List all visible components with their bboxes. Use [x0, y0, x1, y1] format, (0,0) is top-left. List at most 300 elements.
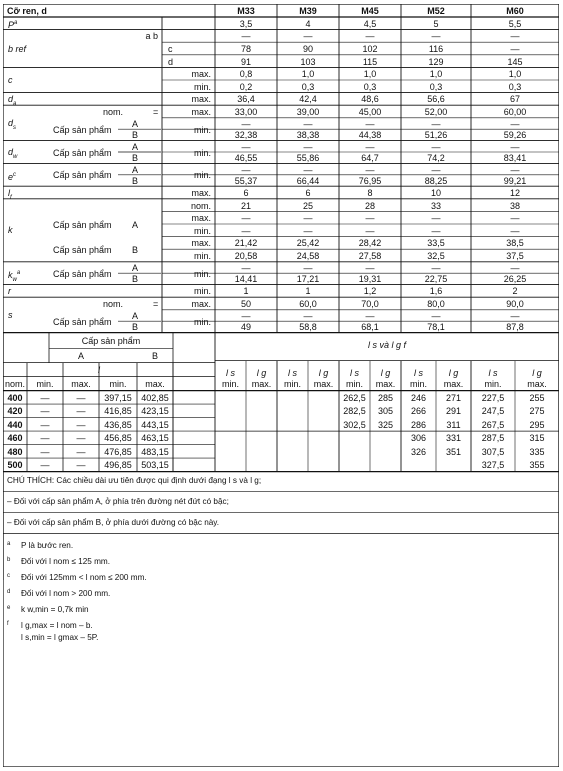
ls-min-head: min.	[409, 378, 428, 389]
row-val: 246	[410, 392, 427, 403]
row-b-max: 463,15	[141, 433, 169, 444]
max-label: max.	[191, 299, 211, 309]
value-lf_max: 12	[509, 188, 521, 198]
min-label: min.	[193, 124, 211, 135]
nom-label: nom.	[190, 200, 211, 211]
equals-sign: =	[153, 299, 159, 309]
lg-max-head: max.	[313, 378, 334, 389]
footnote-text: P là bước ren.	[21, 541, 74, 551]
value-e_A: —	[510, 164, 520, 175]
value-b_d: 129	[428, 56, 444, 67]
value-k_A_min: —	[510, 225, 520, 236]
footnote-b	[7, 555, 110, 568]
value-k_nom: 21	[240, 200, 252, 211]
value-k_B_max: 25,42	[296, 238, 320, 249]
value-kw_A: —	[365, 263, 375, 273]
footnote-d	[7, 587, 110, 600]
value-b_d: 115	[362, 56, 378, 67]
value-e_B: 66,44	[296, 176, 320, 186]
value-k_A_min: —	[431, 225, 441, 236]
value-kw_A: —	[241, 263, 251, 273]
lg-max-head: max.	[443, 378, 464, 389]
value-s_A: —	[510, 311, 520, 321]
row-a-min: —	[40, 406, 50, 417]
ls-min-head: min.	[345, 378, 364, 389]
footnote-text: l g,max = l nom – b.	[21, 621, 93, 631]
value-s_nom: 60,0	[299, 299, 317, 309]
value-da_max: 48,6	[361, 94, 379, 105]
footnote-text: Đối với l nom ≤ 125 mm.	[21, 557, 111, 567]
value-kw_B: 17,21	[296, 274, 320, 285]
grade-a-label: A	[131, 263, 139, 273]
row-a-max: —	[76, 433, 86, 444]
row-val: 325	[377, 419, 394, 430]
value-c_min: 0,3	[508, 81, 522, 92]
symbol-b_ref: b ref	[8, 43, 27, 54]
row-val: 227,5	[481, 392, 505, 403]
value-k_A_min: —	[303, 225, 313, 236]
value-b_ab: —	[510, 31, 520, 42]
ls-head: l s	[488, 367, 498, 378]
value-r_min: 1	[243, 286, 249, 297]
size-M33: M33	[237, 6, 255, 16]
row-val: 306	[410, 433, 427, 444]
length-grade-a: A	[77, 350, 85, 361]
size-M60: M60	[506, 6, 524, 16]
product-grade-label: Cấp sản phẩm	[53, 316, 112, 327]
value-s_B: 68,1	[361, 322, 379, 333]
product-grade-label: Cấp sản phẩm	[53, 268, 112, 279]
length-l-symbol: l	[98, 364, 100, 375]
value-da_max: 67	[509, 94, 521, 105]
value-b_ab: —	[431, 31, 441, 42]
ls-min-head: min.	[283, 378, 302, 389]
value-k_nom: 38	[509, 200, 521, 211]
value-k_A_max: —	[365, 213, 375, 224]
value-s_B: 58,8	[299, 322, 317, 333]
row-val: 305	[377, 406, 394, 417]
footnote-mark: d	[7, 588, 11, 595]
row-val: 282,5	[343, 406, 366, 417]
row-nom-420: 420	[7, 406, 23, 417]
value-ds_nom: 60,00	[503, 107, 527, 117]
nom-label: nom.	[103, 107, 124, 117]
value-b_c: 116	[428, 44, 444, 54]
value-c_min: 0,3	[301, 81, 315, 92]
footnote-mark: b	[7, 556, 11, 563]
value-k_nom: 33	[430, 200, 442, 211]
grade-b-label: B	[131, 244, 139, 255]
row-val: 287,5	[481, 433, 505, 444]
lg-head: l g	[318, 367, 329, 378]
value-kw_B: 14,41	[234, 274, 258, 285]
lg-max-head: max.	[375, 378, 396, 389]
min-label: min.	[193, 316, 211, 327]
value-e_B: 76,95	[358, 176, 382, 186]
value-k_B_min: 24,58	[296, 251, 320, 261]
value-s_A: —	[241, 311, 251, 321]
value-P: 4,5	[363, 18, 377, 29]
row-val: 291	[445, 406, 462, 417]
row-b-max: 443,15	[141, 419, 169, 430]
length-grade-b: B	[151, 350, 159, 361]
value-ds_B: 59,26	[503, 130, 527, 141]
value-s_nom: 90,0	[506, 299, 524, 309]
row-val: 275	[529, 406, 545, 417]
value-r_min: 2	[512, 286, 518, 297]
symbol-da: $d_a$	[8, 93, 17, 107]
row-nom-440: 440	[7, 419, 23, 430]
value-ds_nom: 52,00	[424, 107, 448, 117]
product-grade-label: Cấp sản phẩm	[53, 147, 112, 158]
max-label: max.	[191, 188, 211, 198]
value-b_c: —	[510, 44, 520, 54]
footnote-e	[7, 603, 89, 616]
length-col-head: min.	[109, 378, 127, 389]
value-dw_B: 55,86	[296, 153, 320, 164]
min-label: min.	[193, 81, 211, 92]
row-val: 326	[410, 446, 427, 457]
row-b-min: 476,85	[104, 446, 132, 457]
value-c_max: 1,0	[301, 69, 315, 80]
ls-head: l s	[288, 367, 297, 378]
nom-label: nom.	[103, 299, 124, 309]
value-s_B: 49	[240, 322, 252, 333]
row-b-max: 483,15	[141, 446, 169, 457]
row-b-min: 496,85	[104, 460, 132, 471]
value-lf_max: 6	[243, 188, 249, 198]
value-k_A_max: —	[510, 213, 520, 224]
min-label: min.	[193, 225, 211, 236]
grade-b-label: B	[131, 176, 139, 186]
row-a-max: —	[76, 419, 86, 430]
symbol-k: k	[8, 225, 13, 236]
row-nom-500: 500	[7, 460, 23, 471]
value-ds_A: —	[303, 119, 313, 129]
value-ds_A: —	[365, 119, 375, 129]
value-dw_A: —	[241, 141, 251, 152]
value-k_B_max: 38,5	[506, 238, 524, 249]
row-a-max: —	[76, 392, 86, 403]
lg-head: l g	[448, 367, 459, 378]
value-r_min: 1,2	[363, 286, 377, 297]
row-val: 271	[445, 392, 462, 403]
symbol-c: c	[8, 75, 13, 85]
row-val: 247,5	[481, 406, 505, 417]
value-b_ab: —	[241, 31, 251, 42]
value-e_A: —	[241, 164, 251, 175]
row-val: 355	[529, 460, 545, 471]
footnote-a	[7, 539, 73, 552]
row-a-max: —	[76, 460, 86, 471]
lg-head: l g	[380, 367, 391, 378]
value-k_B_min: 32,5	[427, 251, 445, 261]
min-label: min.	[193, 286, 211, 297]
value-k_B_min: 37,5	[506, 251, 524, 261]
row-a-min: —	[40, 392, 50, 403]
b-footnote-d: d	[168, 56, 174, 67]
value-r_min: 1	[305, 286, 311, 297]
row-nom-460: 460	[7, 433, 23, 444]
value-e_B: 55,37	[234, 176, 258, 186]
value-kw_A: —	[510, 263, 520, 273]
row-a-min: —	[40, 460, 50, 471]
value-lf_max: 10	[430, 188, 442, 198]
value-dw_B: 46,55	[234, 153, 258, 164]
row-b-max: 503,15	[141, 460, 169, 471]
value-k_A_max: —	[431, 213, 441, 224]
grade-a-label: A	[131, 311, 139, 321]
value-s_A: —	[431, 311, 441, 321]
symbol-ds: $d_s$	[8, 117, 17, 131]
footnote-text: k w,min = 0,7k min	[21, 605, 89, 615]
b-footnote-ab: a b	[145, 31, 158, 42]
row-a-min: —	[40, 446, 50, 457]
value-dw_A: —	[365, 141, 375, 152]
value-k_A_max: —	[241, 213, 251, 224]
value-s_B: 78,1	[427, 322, 445, 333]
footnote-text: l s,min = l gmax – 5P.	[21, 632, 99, 642]
value-c_max: 1,0	[508, 69, 522, 80]
row-val: 267,5	[481, 419, 505, 430]
min-label: min.	[193, 251, 211, 261]
value-ds_A: —	[510, 119, 520, 129]
max-label: max.	[191, 238, 211, 249]
value-c_max: 0,8	[239, 69, 253, 80]
size-M52: M52	[427, 6, 445, 16]
value-k_B_min: 20,58	[234, 251, 258, 261]
symbol-e: $e^c$	[8, 171, 17, 182]
value-k_A_max: —	[303, 213, 313, 224]
row-val: 255	[529, 392, 545, 403]
note-dash-2: – Đối với cấp sản phẩm B, ở phía dưới đường có bậc này.	[7, 517, 220, 527]
value-da_max: 42,4	[299, 94, 317, 105]
footnote-mark: c	[7, 572, 10, 579]
min-label: min.	[193, 268, 211, 279]
value-dw_B: 64,7	[361, 153, 379, 164]
grade-a-label: A	[131, 119, 139, 129]
value-s_A: —	[303, 311, 313, 321]
row-nom-480: 480	[7, 446, 23, 457]
value-ds_nom: 39,00	[296, 107, 320, 117]
row-b-max: 423,15	[141, 406, 169, 417]
row-val: 302,5	[343, 419, 366, 430]
grade-a-label: A	[131, 164, 139, 175]
value-dw_A: —	[431, 141, 441, 152]
row-val: 327,5	[481, 460, 505, 471]
value-ds_B: 51,26	[424, 130, 448, 141]
max-label: max.	[191, 94, 211, 105]
value-b_d: 103	[300, 56, 316, 67]
symbol-s: s	[8, 309, 13, 320]
row-b-min: 416,85	[104, 406, 132, 417]
row-a-max: —	[76, 446, 86, 457]
value-c_max: 1,0	[429, 69, 443, 80]
value-k_B_max: 28,42	[358, 238, 382, 249]
product-grade-label: Cấp sản phẩm	[53, 170, 112, 181]
value-c_max: 1,0	[363, 69, 377, 80]
value-b_ab: —	[365, 31, 375, 42]
size-M45: M45	[361, 6, 379, 16]
value-dw_B: 74,2	[427, 153, 445, 164]
value-s_nom: 80,0	[427, 299, 445, 309]
row-b-min: 436,85	[104, 419, 132, 430]
value-kw_B: 19,31	[358, 274, 382, 285]
value-c_min: 0,3	[363, 81, 377, 92]
footnote-f	[7, 619, 93, 632]
row-b-max: 402,85	[141, 392, 169, 403]
product-grade-label: Cấp sản phẩm	[53, 244, 112, 255]
value-lf_max: 8	[367, 188, 373, 198]
lg-max-head: max.	[527, 378, 547, 389]
value-b_c: 102	[362, 44, 378, 54]
size-M39: M39	[299, 6, 317, 16]
ls-min-head: min.	[221, 378, 240, 389]
footnote-text: Đối với 125mm < l nom ≤ 200 mm.	[21, 573, 147, 583]
value-b_d: 145	[507, 56, 523, 67]
value-b_c: 78	[240, 44, 252, 54]
value-ds_nom: 45,00	[358, 107, 382, 117]
value-ds_B: 32,38	[234, 130, 258, 141]
note-main: CHÚ THÍCH: Các chiều dài ưu tiên được qui định dưới đạng l s và l g;	[7, 475, 262, 485]
grade-a-label: A	[131, 219, 139, 230]
grade-b-label: B	[131, 153, 139, 164]
value-dw_B: 83,41	[503, 153, 527, 164]
b-footnote-c: c	[168, 44, 173, 54]
row-a-min: —	[40, 419, 50, 430]
ls-head: l s	[350, 367, 359, 378]
product-grade-label: Cấp sản phẩm	[53, 219, 112, 230]
value-e_A: —	[365, 164, 375, 175]
min-label: min.	[193, 147, 211, 158]
min-label: min.	[193, 170, 211, 181]
row-a-min: —	[40, 433, 50, 444]
grade-b-label: B	[131, 274, 139, 285]
ls-head: l s	[414, 367, 423, 378]
value-k_B_min: 27,58	[358, 251, 382, 261]
value-da_max: 56,6	[427, 94, 445, 105]
note-dash-1: – Đối với cấp sản phẩm A, ở phía trên đường nét đứt có bậc;	[7, 496, 229, 506]
footnote-mark: a	[7, 540, 11, 547]
value-ds_B: 44,38	[358, 130, 382, 141]
row-val: 285	[377, 392, 394, 403]
length-col-head: max.	[71, 378, 91, 389]
value-ds_B: 38,38	[296, 130, 320, 141]
length-col-head: max.	[145, 378, 165, 389]
length-col-head: min.	[36, 378, 54, 389]
value-ds_A: —	[431, 119, 441, 129]
symbol-r: r	[8, 285, 11, 296]
value-e_A: —	[303, 164, 313, 175]
row-val: 311	[446, 419, 461, 430]
row-val: 266	[410, 406, 427, 417]
value-lf_max: 6	[305, 188, 311, 198]
value-c_min: 0,3	[429, 81, 443, 92]
footnote-mark: f	[7, 620, 9, 627]
value-b_ab: —	[303, 31, 313, 42]
lg-head: l g	[532, 367, 542, 378]
row-b-min: 397,15	[104, 392, 132, 403]
lg-max-head: max.	[251, 378, 272, 389]
value-kw_B: 22,75	[424, 274, 448, 285]
length-product-grade: Cấp sản phẩm	[81, 335, 141, 346]
value-da_max: 36,4	[237, 94, 255, 105]
value-s_A: —	[365, 311, 375, 321]
max-label: max.	[191, 69, 211, 80]
equals-sign: =	[153, 107, 159, 117]
max-label: max.	[191, 107, 211, 117]
value-s_nom: 70,0	[361, 299, 379, 309]
row-val: 307,5	[481, 446, 505, 457]
grade-b-label: B	[131, 130, 139, 141]
grade-a-label: A	[131, 141, 139, 152]
ls-head: l s	[226, 367, 235, 378]
row-b-min: 456,85	[104, 433, 132, 444]
bolt-dimension-table-page	[3, 4, 559, 767]
value-c_min: 0,2	[239, 81, 253, 92]
value-s_nom: 50	[240, 299, 252, 309]
value-P: 3,5	[239, 18, 253, 29]
value-k_A_min: —	[365, 225, 375, 236]
value-r_min: 1,6	[429, 286, 443, 297]
value-k_B_max: 21,42	[234, 238, 258, 249]
ls-lg-title: l s và l g f	[367, 339, 407, 350]
symbol-lf: $l_f$	[8, 187, 12, 201]
symbol-kw: $k_w^a$	[8, 270, 21, 283]
value-P: 4	[305, 18, 311, 29]
value-k_A_min: —	[241, 225, 251, 236]
value-b_d: 91	[240, 56, 252, 67]
value-k_B_max: 33,5	[427, 238, 445, 249]
value-dw_A: —	[510, 141, 520, 152]
grade-b-label: B	[131, 322, 139, 333]
value-kw_A: —	[431, 263, 441, 273]
footnote-g	[7, 633, 98, 643]
row-val: 295	[529, 419, 545, 430]
value-ds_nom: 33,00	[234, 107, 258, 117]
row-val: 315	[529, 433, 545, 444]
row-val: 286	[410, 419, 427, 430]
row-nom-400: 400	[7, 392, 23, 403]
value-P: 5	[433, 18, 439, 29]
row-val: 262,5	[343, 392, 366, 403]
value-kw_A: —	[303, 263, 313, 273]
footnote-text: Đối với l nom > 200 mm.	[21, 589, 111, 599]
value-k_nom: 28	[364, 200, 376, 211]
footnote-mark: e	[7, 604, 11, 611]
max-label: max.	[191, 213, 211, 224]
value-e_B: 99,21	[503, 176, 527, 186]
value-e_A: —	[431, 164, 441, 175]
ls-min-head: min.	[484, 378, 502, 389]
symbol-dw: $d_w$	[8, 147, 18, 160]
lg-head: l g	[256, 367, 267, 378]
footnote-c	[7, 571, 147, 584]
length-col-head: nom.	[4, 378, 26, 389]
corner-label: Cỡ ren, d	[7, 6, 47, 16]
row-val: 351	[445, 446, 462, 457]
value-b_c: 90	[302, 44, 314, 54]
product-grade-label: Cấp sản phẩm	[53, 124, 112, 135]
row-val: 331	[445, 433, 462, 444]
row-a-max: —	[76, 406, 86, 417]
value-kw_B: 26,25	[503, 274, 527, 285]
value-k_nom: 25	[302, 200, 314, 211]
symbol-P: $P^a$	[8, 20, 18, 31]
row-val: 335	[529, 446, 545, 457]
value-ds_A: —	[241, 119, 251, 129]
value-dw_A: —	[303, 141, 313, 152]
